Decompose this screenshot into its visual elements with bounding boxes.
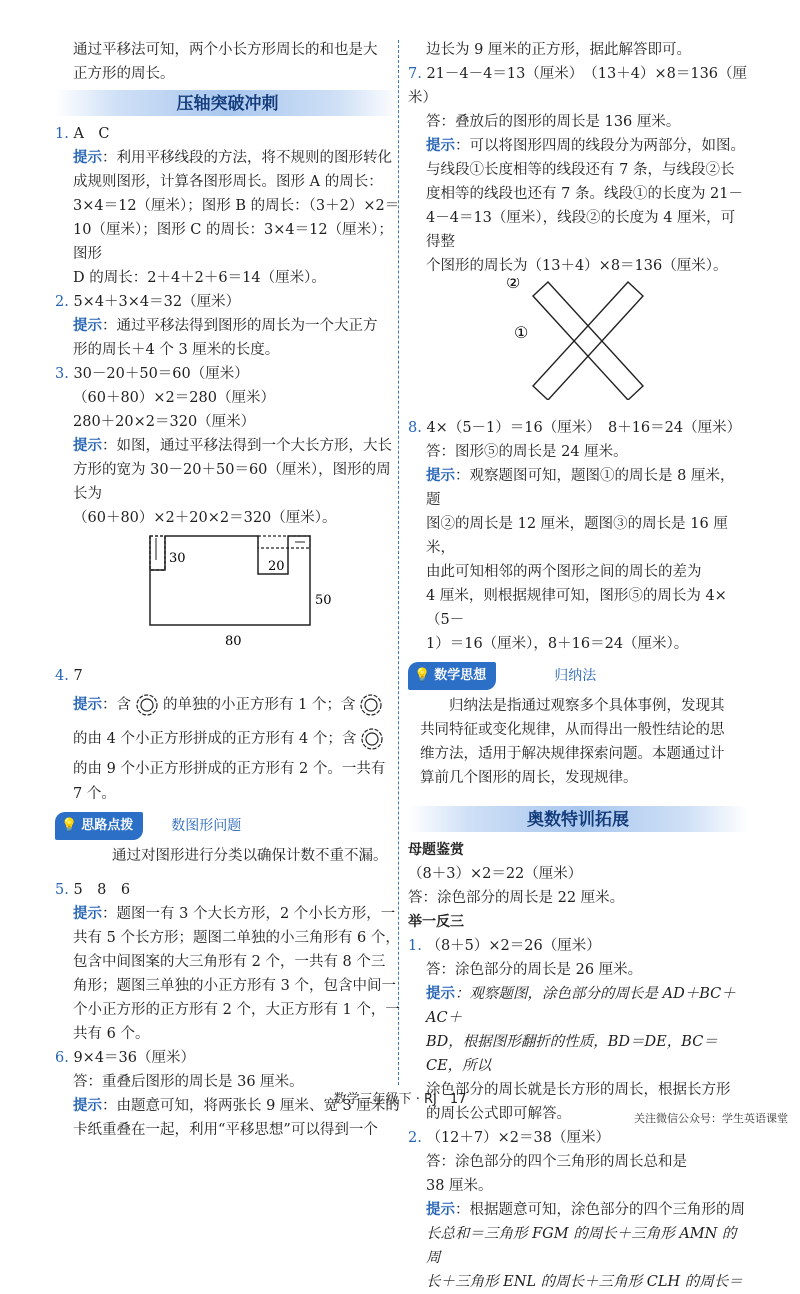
hint-1: 提示：利用平移线段的方法，将不规则的图形转化 成规则图形，计算各图形周长。图形 A 的周长： 3×4＝12（厘米）；图形 B 的周长：（3＋2）×2＝ 10（厘米）；图形 C 的周长：3×4＝12（厘米）；图形 D 的周长：2＋4＋2＋6＝14（厘米）。	[73, 149, 400, 286]
lightbulb-icon: 💡	[414, 668, 431, 683]
question-2: 2. 5×4＋3×4＝32（厘米）	[55, 294, 241, 310]
hint-6: 答：重叠后图形的周长是 36 厘米。 提示：由题意可知，将两张长 9 厘米、宽 3 厘米的 卡纸重叠在一起，利用“平移思想”可以得到一个	[73, 1074, 400, 1138]
section-title-bar	[408, 806, 748, 832]
figure-3-diagram	[55, 530, 400, 652]
practice-1-hint: 答：涂色部分的周长是 26 厘米。 提示：观察题图，涂色部分的周长是 AD＋BC＋AC＋ BD，根据图形翻折的性质，BD＝DE，BC＝CE，所以 涂色部分的周长就是长方形的周长，根据长方形 的周长公式即可解答。	[426, 962, 736, 1122]
lightbulb-icon: 💡	[61, 818, 78, 833]
mother-answer: 答：涂色部分的周长是 22 厘米。	[408, 890, 625, 906]
question-1: 1. A C	[55, 126, 110, 142]
tip-label: 💡 思路点拨	[55, 812, 143, 840]
section-title: 奥数特训拓展	[527, 810, 629, 830]
left-column	[55, 38, 400, 1142]
practice-2-hint: 答：涂色部分的四个三角形的周长总和是 38 厘米。 提示：根据题意可知，涂色部分的四个三角形的周 长总和＝三角形 FGM 的周长＋三角形 AMN 的周 长＋三角形 ENL 的周长＋三角形 CLH 的周长＝	[426, 1154, 745, 1290]
segment-1-label: ①	[514, 323, 529, 342]
hint-2: 提示：通过平移法得到图形的周长为一个大正方 形的周长＋4 个 3 厘米的长度。	[73, 317, 378, 358]
practice-1: 1. （8＋5）×2＝26（厘米）	[408, 938, 601, 954]
flower-pattern-icon	[135, 693, 159, 717]
flower-pattern-icon	[359, 693, 383, 717]
section-title-bar	[55, 90, 400, 116]
tip-title: 数图形问题	[171, 818, 242, 834]
tip-label: 💡 数学思想	[408, 662, 496, 690]
question-5: 5. 5 8 6	[55, 882, 131, 898]
label-30: 30	[169, 551, 186, 566]
hint-8: 答：图形⑤的周长是 24 厘米。 提示：观察题图可知，题图①的周长是 8 厘米，题 图②的周长是 12 厘米，题图③的周长是 16 厘米， 由此可知相邻的两个图形之间的周长的差为 4 厘米，则根据规律可知，图形⑤的周长为 4×（5－ 1）＝16（厘米），8＋16＝24（厘米）。	[426, 444, 735, 652]
tip-box-thinking	[55, 812, 400, 840]
continued-text: 边长为 9 厘米的正方形，据此解答即可。	[426, 42, 691, 58]
hint-5: 提示：题图一有 3 个大长方形，2 个小长方形，一 共有 5 个长方形；题图二单独的小三角形有 6 个， 包含中间图案的大三角形有 2 个，一共有 8 个三 角形；题图三单独的小正方形有 3 个，包含中间一 个小正方形的正方形有 2 个，大正方形有 1 个，一 共有 6 个。	[73, 905, 400, 1042]
question-3: 3. 30－20＋50＝60（厘米）	[55, 366, 249, 382]
tip-title: 归纳法	[554, 668, 597, 684]
section-title: 压轴突破冲刺	[176, 94, 279, 114]
practice-2: 2. （12＋7）×2＝38（厘米）	[408, 1130, 610, 1146]
practice-title: 举一反三	[408, 914, 464, 930]
answer-3: （60＋80）×2＝280（厘米） 280＋20×2＝320（厘米） 提示：如图，通过平移法得到一个大长方形，大长 方形的宽为 30－20＋50＝60（厘米），图形的周长为 （60＋80）×2＋20×2＝320（厘米）。	[73, 390, 392, 526]
hint-7: 答：叠放后的图形的周长是 136 厘米。 提示：可以将图形四周的线段分为两部分，如图。 与线段①长度相等的线段还有 7 条，与线段②长 度相等的线段也还有 7 条。线段①的长度为 21－ 4－4＝13（厘米），线段②的长度为 4 厘米，可得整 个图形的周长为（13＋4）×8＝136（厘米）。	[426, 114, 745, 274]
tip-box-math-thinking	[408, 662, 748, 690]
question-6: 6. 9×4＝36（厘米）	[55, 1050, 196, 1066]
flower-pattern-icon	[360, 727, 384, 751]
continued-text: 正方形的周长。	[73, 66, 175, 82]
question-8: 8. 4×（5－1）＝16（厘米） 8＋16＝24（厘米）	[408, 420, 742, 436]
tip-body: 归纳法是指通过观察多个具体事例，发现其 共同特征或变化规律，从而得出一般性结论的思 维方法，适用于解决规律探索问题。本题通过计 算前几个图形的周长，发现规律。	[420, 698, 725, 786]
mother-answer: （8＋3）×2＝22（厘米）	[408, 866, 583, 882]
watermark: 关注微信公众号：学生英语课堂	[634, 1112, 788, 1125]
question-7: 7. 21－4－4＝13（厘米） （13＋4）×8＝136（厘米）	[408, 66, 748, 106]
label-20: 20	[268, 559, 285, 574]
label-50: 50	[315, 593, 332, 608]
continued-text: 通过平移法可知，两个小长方形周长的和也是大	[73, 42, 378, 58]
label-80: 80	[225, 634, 242, 649]
mother-title: 母题鉴赏	[408, 842, 464, 858]
page-footer: 数学三年级下 · RJ 17	[333, 1092, 467, 1107]
figure-7-cross	[408, 278, 748, 400]
segment-2-label: ②	[506, 278, 521, 292]
hint-4: 提示：含 的单独的小正方形有 1 个；含 的由 4 个小正方形拼成的正方形有 4 个；含 的由 9 个小正方形拼成的正方形有 2 个。一共有 7 个。	[55, 688, 400, 806]
tip-body: 通过对图形进行分类以确保计数不重不漏。	[112, 848, 388, 864]
question-4: 4. 7	[55, 668, 83, 684]
